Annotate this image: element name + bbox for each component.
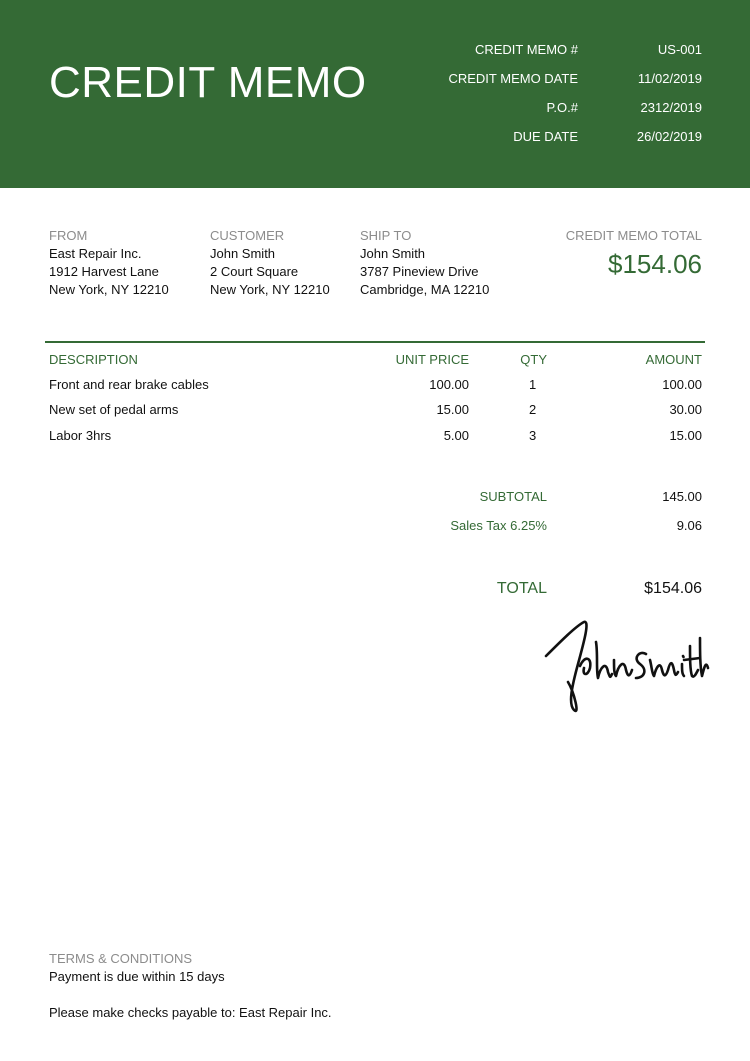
terms-line: Payment is due within 15 days bbox=[49, 969, 225, 984]
total-label: TOTAL bbox=[496, 580, 547, 597]
row-amount: 100.00 bbox=[662, 377, 702, 392]
meta-row-po bbox=[380, 100, 702, 116]
header-unit-price: UNIT PRICE bbox=[395, 352, 469, 367]
ship-to-line: Cambridge, MA 12210 bbox=[360, 282, 490, 297]
customer-line: John Smith bbox=[210, 246, 276, 261]
due-date-label: DUE DATE bbox=[513, 129, 578, 144]
customer-line: 2 Court Square bbox=[210, 264, 299, 279]
subtotal-label: SUBTOTAL bbox=[479, 489, 547, 504]
from-line: 1912 Harvest Lane bbox=[49, 264, 159, 279]
header-banner bbox=[0, 0, 750, 188]
customer-block bbox=[210, 227, 330, 299]
memo-total-label: CREDIT MEMO TOTAL bbox=[565, 228, 702, 243]
row-amount: 30.00 bbox=[669, 402, 702, 417]
row-description: Labor 3hrs bbox=[49, 428, 112, 443]
row-qty: 1 bbox=[529, 377, 537, 392]
po-label: P.O.# bbox=[546, 100, 578, 115]
memo-number-value: US-001 bbox=[657, 42, 702, 57]
header-description: DESCRIPTION bbox=[49, 352, 138, 367]
signature-image bbox=[540, 612, 710, 722]
from-line: New York, NY 12210 bbox=[49, 282, 169, 297]
tax-label: Sales Tax 6.25% bbox=[450, 518, 547, 533]
due-date-value: 26/02/2019 bbox=[636, 129, 702, 144]
row-qty: 2 bbox=[529, 402, 537, 417]
row-amount: 15.00 bbox=[669, 428, 702, 443]
row-unit-price: 100.00 bbox=[429, 377, 469, 392]
row-qty: 3 bbox=[529, 428, 537, 443]
meta-row-memo-number bbox=[380, 42, 702, 58]
terms-label: TERMS & CONDITIONS bbox=[49, 951, 193, 966]
ship-to-label: SHIP TO bbox=[360, 228, 412, 243]
memo-number-label: CREDIT MEMO # bbox=[474, 42, 578, 57]
from-line: East Repair Inc. bbox=[49, 246, 142, 261]
ship-to-block bbox=[360, 227, 489, 299]
memo-total-amount: $154.06 bbox=[608, 249, 702, 279]
memo-total-block bbox=[566, 227, 702, 280]
row-unit-price: 5.00 bbox=[443, 428, 469, 443]
header-qty: QTY bbox=[520, 352, 547, 367]
from-label: FROM bbox=[49, 228, 88, 243]
tax-value: 9.06 bbox=[676, 518, 702, 533]
meta-row-due-date bbox=[380, 129, 702, 145]
terms-line: Please make checks payable to: East Repair Inc. bbox=[49, 1005, 332, 1020]
document-title: CREDIT MEMO bbox=[49, 58, 367, 107]
subtotal-value: 145.00 bbox=[662, 489, 702, 504]
customer-line: New York, NY 12210 bbox=[210, 282, 330, 297]
memo-date-label: CREDIT MEMO DATE bbox=[448, 71, 578, 86]
po-value: 2312/2019 bbox=[640, 100, 702, 115]
memo-date-value: 11/02/2019 bbox=[637, 71, 702, 86]
meta-row-memo-date bbox=[380, 71, 702, 87]
ship-to-line: 3787 Pineview Drive bbox=[360, 264, 479, 279]
row-unit-price: 15.00 bbox=[436, 402, 469, 417]
row-description: New set of pedal arms bbox=[49, 402, 179, 417]
header-amount: AMOUNT bbox=[645, 352, 702, 367]
customer-label: CUSTOMER bbox=[210, 228, 285, 243]
table-divider bbox=[45, 341, 705, 343]
total-value: $154.06 bbox=[644, 580, 702, 597]
table-row bbox=[0, 428, 750, 446]
table-row bbox=[0, 377, 750, 395]
table-row bbox=[0, 402, 750, 420]
from-block bbox=[49, 227, 169, 299]
row-description: Front and rear brake cables bbox=[49, 377, 209, 392]
ship-to-line: John Smith bbox=[360, 246, 426, 261]
